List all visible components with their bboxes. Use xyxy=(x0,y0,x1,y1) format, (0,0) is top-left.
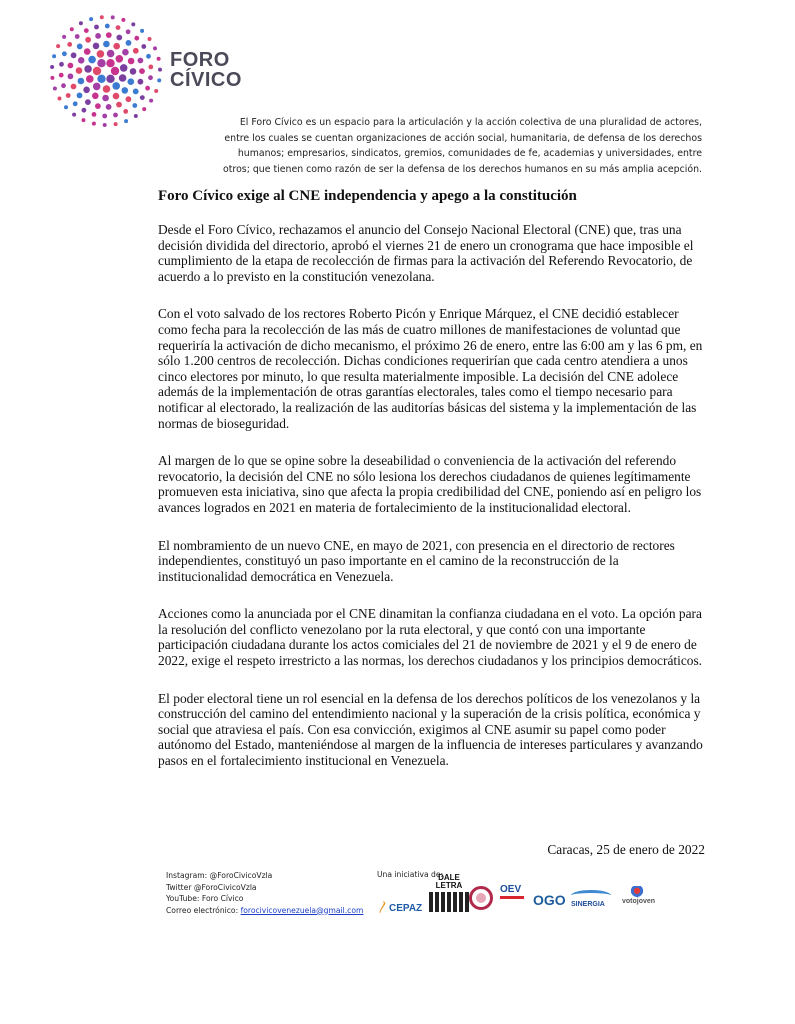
closing-date: Caracas, 25 de enero de 2022 xyxy=(547,842,705,857)
article-body xyxy=(158,222,708,791)
youtube-channel: YouTube: Foro Cívico xyxy=(166,894,244,903)
article-paragraph: Con el voto salvado de los rectores Roberto Picón y Enrique Márquez, el CNE decidió establecer como fecha para la recolección de las más de cuatro millones de manifestaciones de voluntad que requeriría la activación de dicho mecanismo, el próximo 26 de enero, entre las 6:00 am y las 6 pm, en sólo 1.200 centros de recolección. Dichas condiciones requerirían que cada centro atendiera a unos cinco electores por minuto, lo que resulta materialmente imposible. La decisión del CNE adolece además de la implementación de otras garantías electorales, tales como el tiempo necesario para notificar al electorado, la realización de las auditorías básicas del sistema y la implementación de las normas de bioseguridad. xyxy=(158,306,703,431)
logo-dot xyxy=(149,99,153,103)
partner-name: CEPAZ xyxy=(389,903,423,914)
logo-dot xyxy=(76,67,83,74)
logo-dot xyxy=(116,102,122,108)
logo-dot xyxy=(92,93,99,100)
logo-dot xyxy=(124,119,128,123)
logo-dot xyxy=(113,113,118,118)
footer-contacts xyxy=(166,870,363,916)
logo-dot xyxy=(77,44,83,50)
logo-dot xyxy=(100,15,104,19)
logo-dot xyxy=(66,93,71,98)
logo-dot xyxy=(148,75,153,80)
logo-dot xyxy=(61,83,66,88)
partner-sinergia-logo xyxy=(571,890,611,908)
email-label: Correo electrónico: xyxy=(166,905,239,915)
logo-dot xyxy=(134,36,139,41)
logo-dot xyxy=(123,109,128,114)
logo-dot xyxy=(142,107,146,111)
logo-dot xyxy=(138,58,144,64)
partner-oev-logo xyxy=(500,884,524,899)
partner-votojoven-logo xyxy=(622,886,655,905)
intro-line: otros; que tienen como razón de ser la defensa de los derechos humanos en su más amplia acepción. xyxy=(223,163,702,175)
logo-dot xyxy=(158,68,162,72)
partner-seal-logo xyxy=(469,886,493,910)
logo-dot xyxy=(97,59,105,67)
intro-text xyxy=(210,115,702,177)
logo-dot xyxy=(119,74,127,82)
logo-dot xyxy=(78,78,85,85)
logo-dot xyxy=(107,50,115,58)
logo-dot xyxy=(114,122,118,126)
article-paragraph: Acciones como la anunciada por el CNE dinamitan la confianza ciudadana en el voto. La opción para la resolución del conflicto venezolano por la ruta electoral, y que contó con una importante participación ciudadana durante los actos comiciales del 21 de noviembre de 2021 y el 9 de enero de 2022, exige el respeto irrestricto a las normas, los derechos ciudadanos y los principios democráticos. xyxy=(158,606,703,669)
logo-dot xyxy=(56,44,60,48)
logo-dot xyxy=(86,75,94,83)
logo-dot xyxy=(84,28,89,33)
intro-line: El Foro Cívico es un espacio para la articulación y la acción colectiva de una pluralidad de actores, xyxy=(239,117,702,128)
logo-dot xyxy=(111,67,119,75)
logo-dot xyxy=(138,79,144,85)
logo-dot xyxy=(95,103,101,109)
logo-dot xyxy=(75,34,80,39)
logo-dot xyxy=(73,101,78,106)
logo-dot xyxy=(113,93,120,100)
logo-dot xyxy=(105,24,110,29)
logo-dot xyxy=(68,63,74,69)
logo-dot xyxy=(141,44,146,49)
partner-daleletra-logo xyxy=(429,874,469,912)
logo-dot xyxy=(106,59,114,67)
foro-civico-logo-text xyxy=(170,50,242,90)
logo-dot xyxy=(120,64,128,72)
logo-dot xyxy=(97,75,105,83)
logo-dot xyxy=(148,65,153,70)
logo-dot xyxy=(133,89,139,95)
logo-dot xyxy=(130,68,137,75)
email-link[interactable]: forocivicovenezuela@gmail.com xyxy=(240,905,364,915)
instagram-handle: Instagram: @ForoCivicoVzla xyxy=(166,871,273,880)
logo-dot xyxy=(116,55,124,63)
logo-dot xyxy=(95,33,101,39)
logo-dot xyxy=(157,57,161,61)
logo-dot xyxy=(103,85,111,93)
logo-dot xyxy=(92,122,96,126)
partner-ogo-logo xyxy=(533,892,566,908)
logo-dot xyxy=(93,43,100,50)
partner-name: SINERGIA xyxy=(571,901,605,908)
logo-dot xyxy=(157,78,161,82)
logo-dot xyxy=(106,104,112,110)
logo-dot xyxy=(62,35,66,39)
partner-cepaz-logo: 〳CEPAZ xyxy=(377,900,423,914)
logo-dot xyxy=(102,95,109,102)
logo-dot xyxy=(78,57,85,64)
logo-dot xyxy=(122,49,129,56)
logo-dot xyxy=(154,89,158,93)
logo-dot xyxy=(85,99,91,105)
logo-dot xyxy=(97,50,105,58)
logo-dot xyxy=(126,96,132,102)
logo-dot xyxy=(50,76,54,80)
article-paragraph: Desde el Foro Cívico, rechazamos el anuncio del Consejo Nacional Electoral (CNE) que, tras una decisión dividida del directorio, aprobó el viernes 21 de enero un cronograma que hace imposible el cumplimiento de la etapa de recolección de firmas para la activación del Referendo Revocatorio, de acuerdo a lo previsto en la constitución venezolana. xyxy=(158,222,694,284)
logo-dot xyxy=(111,15,115,19)
logo-dot xyxy=(106,75,114,83)
logo-dot xyxy=(93,83,101,91)
logo-dot xyxy=(59,73,64,78)
logo-dot xyxy=(148,37,152,41)
logo-dot xyxy=(67,42,72,47)
logo-dot xyxy=(84,65,92,73)
logo-dot xyxy=(62,51,67,56)
article-paragraph: El poder electoral tiene un rol esencial en la defensa de los derechos políticos de los venezolanos y la construcción del camino del entendimiento nacional y la superación de la crisis política, económica y social que atraviesa el país. Con esa convicción, exigimos al CNE asumir su papel como poder autónomo del Estado, manteniéndose al margen de la influencia de intereses particulares y avanzando pasos en el fortalecimiento institucional en Venezuela. xyxy=(158,690,703,769)
logo-dot xyxy=(131,22,135,26)
email-line xyxy=(166,905,363,917)
logo-dot xyxy=(84,48,91,55)
logo-dot xyxy=(112,82,120,90)
logo-dot xyxy=(85,37,91,43)
article-title: Foro Cívico exige al CNE independencia y apego a la constitución xyxy=(158,188,577,204)
logo-dot xyxy=(103,41,110,48)
logo-dot xyxy=(59,62,64,67)
logo-dot xyxy=(82,118,86,122)
twitter-handle: Twitter @ForoCivicoVzla xyxy=(166,882,257,892)
partner-name: OEV xyxy=(500,884,522,895)
initiative-label: Una iniciativa de: xyxy=(377,870,444,879)
logo-dot xyxy=(89,17,93,21)
foro-civico-logo-mark xyxy=(50,15,162,127)
logo-line1: FORO xyxy=(170,49,230,71)
logo-dot xyxy=(79,21,83,25)
logo-dot xyxy=(139,68,145,74)
partner-name: votojoven xyxy=(622,898,656,905)
logo-dot xyxy=(106,32,112,38)
logo-dot xyxy=(77,93,83,99)
logo-dot xyxy=(92,112,97,117)
logo-dot xyxy=(58,97,62,101)
logo-dot xyxy=(64,105,68,109)
logo-dot xyxy=(140,95,145,100)
article-paragraph: El nombramiento de un nuevo CNE, en mayo de 2021, con presencia en el directorio de rectores independientes, constituyó un paso importante en el camino de la reconstrucción de la institucionalidad democrática en Venezuela. xyxy=(158,537,675,584)
logo-dot xyxy=(82,108,87,113)
intro-line: humanos; empresarios, sindicatos, gremios, comunidades de fe, academias y universidades, entre xyxy=(237,148,702,160)
logo-dot xyxy=(122,87,129,94)
logo-dot xyxy=(145,86,150,91)
logo-dot xyxy=(88,56,96,64)
logo-dot xyxy=(126,40,132,46)
logo-dot xyxy=(128,78,135,85)
logo-dot xyxy=(140,29,144,33)
logo-dot xyxy=(94,25,99,30)
logo-dot xyxy=(102,114,107,119)
logo-dot xyxy=(52,54,56,58)
logo-dot xyxy=(53,87,57,91)
logo-dot xyxy=(146,54,151,59)
logo-dot xyxy=(126,29,131,34)
partner-name: OGO xyxy=(533,892,566,908)
logo-dot xyxy=(153,46,157,50)
logo-dot xyxy=(133,48,139,54)
partner-name: DALE LETRA xyxy=(435,873,463,890)
logo-dot xyxy=(83,87,90,94)
logo-dot xyxy=(72,113,76,117)
logo-dot xyxy=(71,84,77,90)
logo-line2: CÍVICO xyxy=(170,69,242,91)
logo-dot xyxy=(128,58,135,65)
logo-dot xyxy=(134,114,138,118)
article-paragraph: Al margen de lo que se opine sobre la deseabilidad o conveniencia de la activación del referendo revocatorio, la decisión del CNE no sólo lesiona los derechos ciudadanos de quienes legítimamente promueven esta iniciativa, sino que afecta la propia credibilidad del CNE, poniendo así en peligro los avances logrados en 2021 en materia de fortalecimiento de la institucionalidad electoral. xyxy=(158,453,702,515)
logo-dot xyxy=(70,27,74,31)
logo-dot xyxy=(121,18,125,22)
logo-dot xyxy=(113,43,120,50)
intro-line: entre los cuales se cuentan organizaciones de acción social, humanitaria, de defensa de los derechos xyxy=(224,132,702,144)
logo-dot xyxy=(132,103,137,108)
logo-dot xyxy=(116,35,122,41)
logo-dot xyxy=(103,123,107,127)
logo-dot xyxy=(93,67,101,75)
logo-dot xyxy=(71,52,77,58)
logo-dot xyxy=(50,65,54,69)
logo-dot xyxy=(68,73,74,79)
logo-dot xyxy=(116,25,121,30)
